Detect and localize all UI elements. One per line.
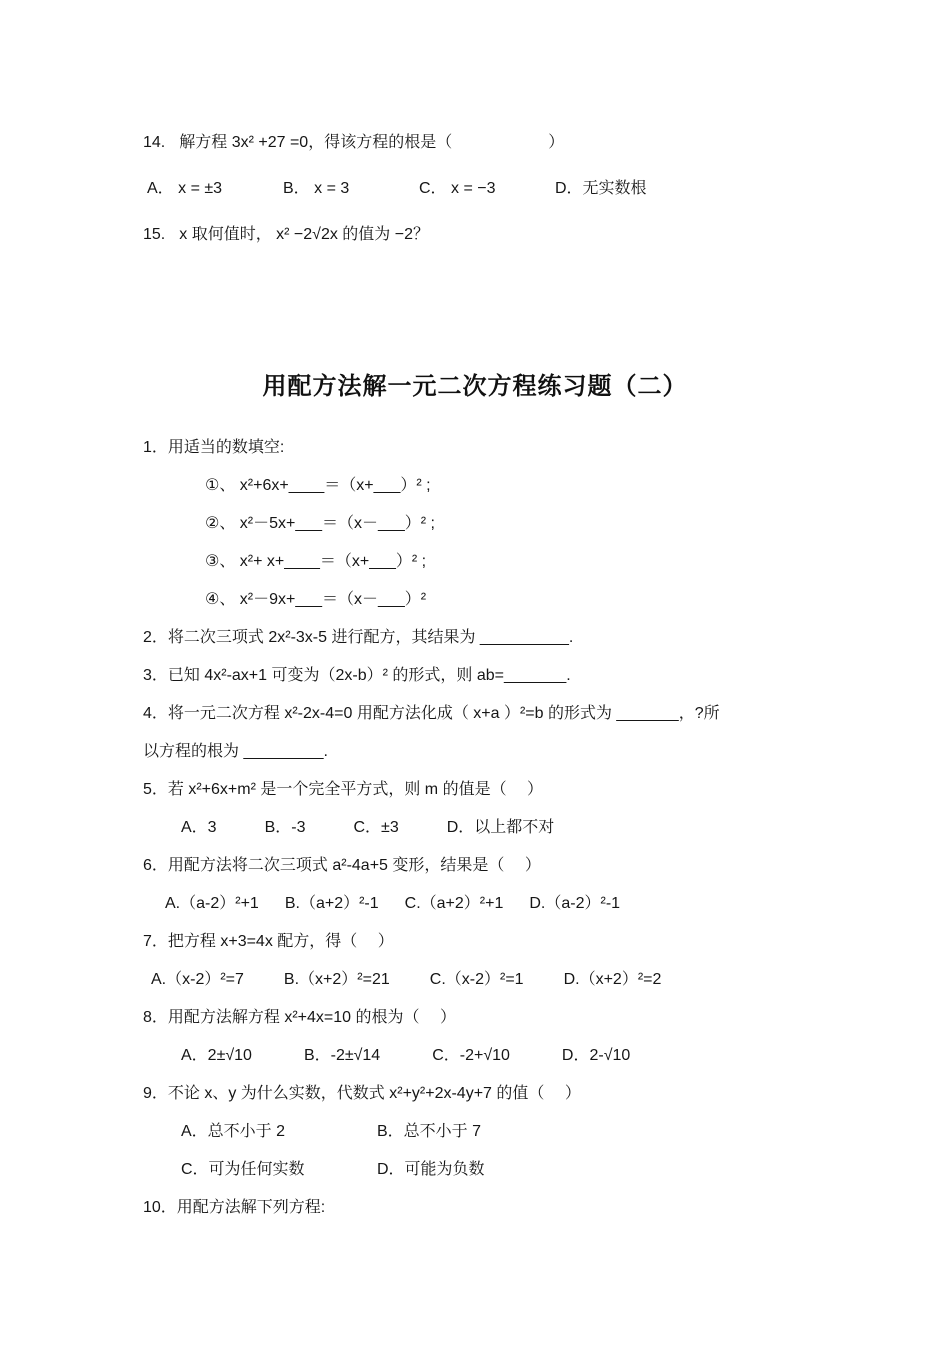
exercise-1-item-2: ②、 x²－5x+___＝（x－___）² ;	[205, 515, 435, 532]
exercise-8-stem: 8．用配方法解方程 x²+4x=10 的根为（ ）	[143, 1009, 456, 1026]
exercise-5-option-a: A．3	[181, 819, 217, 836]
exercise-10-stem: 10．用配方法解下列方程:	[143, 1199, 326, 1216]
exercise-5-stem: 5．若 x²+6x+m² 是一个完全平方式，则 m 的值是（ ）	[143, 781, 544, 798]
exercise-6-option-c: C.（a+2）²+1	[404, 895, 504, 912]
question-14-option-b: B． x = 3	[283, 180, 350, 197]
question-15-stem: x 取何值时， x² −2√2x 的值为 −2？	[179, 226, 429, 243]
exercise-7-option-a: A.（x-2）²=7	[151, 971, 244, 988]
exercise-7-options	[143, 967, 860, 993]
exercise-9-option-d: D．可能为负数	[377, 1161, 485, 1178]
exercise-4-stem-line1: 4．将一元二次方程 x²-2x-4=0 用配方法化成（ x+a ）²=b 的形式为 _______，?所	[143, 705, 720, 722]
exercise-9-option-c: C．可为任何实数	[181, 1161, 305, 1178]
exercise-4-stem-line2: 以方程的根为 _________.	[143, 743, 328, 760]
question-15-number: 15.	[143, 226, 166, 243]
exercise-8-option-b: B．-2±√14	[303, 1047, 381, 1064]
question-14-options	[143, 176, 860, 202]
exercise-7-stem: 7．把方程 x+3=4x 配方，得（ ）	[143, 933, 394, 950]
exercise-7-option-c: C.（x-2）²=1	[429, 971, 524, 988]
question-15	[143, 222, 860, 248]
exercise-3-stem: 3．已知 4x²-ax+1 可变为（2x-b）² 的形式，则 ab=_______.	[143, 667, 571, 684]
question-14-option-a: A． x = ±3	[147, 180, 223, 197]
exercise-6-options	[143, 891, 860, 917]
question-14	[143, 130, 860, 156]
exercise-5-options	[143, 815, 860, 841]
exercise-9-option-a: A．总不小于 2	[181, 1123, 286, 1140]
question-14-option-d: D．无实数根	[555, 180, 647, 197]
exercise-6-stem: 6．用配方法将二次三项式 a²-4a+5 变形，结果是（ ）	[143, 857, 541, 874]
exercise-9-stem: 9．不论 x、y 为什么实数，代数式 x²+y²+2x-4y+7 的值（ ）	[143, 1085, 581, 1102]
exercise-1-item-3: ③、 x²+ x+____＝（x+___）² ;	[205, 553, 427, 570]
exercise-2-stem: 2．将二次三项式 2x²-3x-5 进行配方，其结果为 __________.	[143, 629, 574, 646]
exercise-1-item-1: ①、 x²+6x+____＝（x+___）² ;	[205, 477, 431, 494]
exercise-5-option-b: B．-3	[264, 819, 306, 836]
exercise-1-item-4: ④、 x²－9x+___＝（x－___）²	[205, 591, 427, 608]
exercise-1-stem: 1．用适当的数填空:	[143, 439, 285, 456]
question-14-number: 14.	[143, 134, 166, 151]
exercise-8-option-c: C．-2+√10	[432, 1047, 510, 1064]
exercise-8-options	[143, 1043, 860, 1069]
exercise-6-option-a: A.（a-2）²+1	[165, 895, 259, 912]
exercise-8-option-d: D．2-√10	[561, 1047, 631, 1064]
question-14-stem: 解方程 3x² +27 =0，得该方程的根是（ ）	[179, 134, 565, 151]
exercise-9-options-row1	[143, 1119, 860, 1145]
exercise-9-option-b: B．总不小于 7	[377, 1123, 482, 1140]
exercise-8-option-a: A．2±√10	[181, 1047, 252, 1064]
exercise-5-option-c: C．±3	[353, 819, 399, 836]
exercise-7-option-d: D.（x+2）²=2	[563, 971, 662, 988]
exercise-7-option-b: B.（x+2）²=21	[283, 971, 390, 988]
exercise-6-option-b: B.（a+2）²-1	[284, 895, 379, 912]
question-14-option-c: C． x = −3	[419, 180, 496, 197]
exercise-5-option-d: D．以上都不对	[446, 819, 555, 836]
exercise-9-options-row2	[143, 1157, 860, 1183]
exercise-6-option-d: D.（a-2）²-1	[529, 895, 621, 912]
worksheet-title: 用配方法解一元二次方程练习题（二）	[262, 373, 688, 400]
